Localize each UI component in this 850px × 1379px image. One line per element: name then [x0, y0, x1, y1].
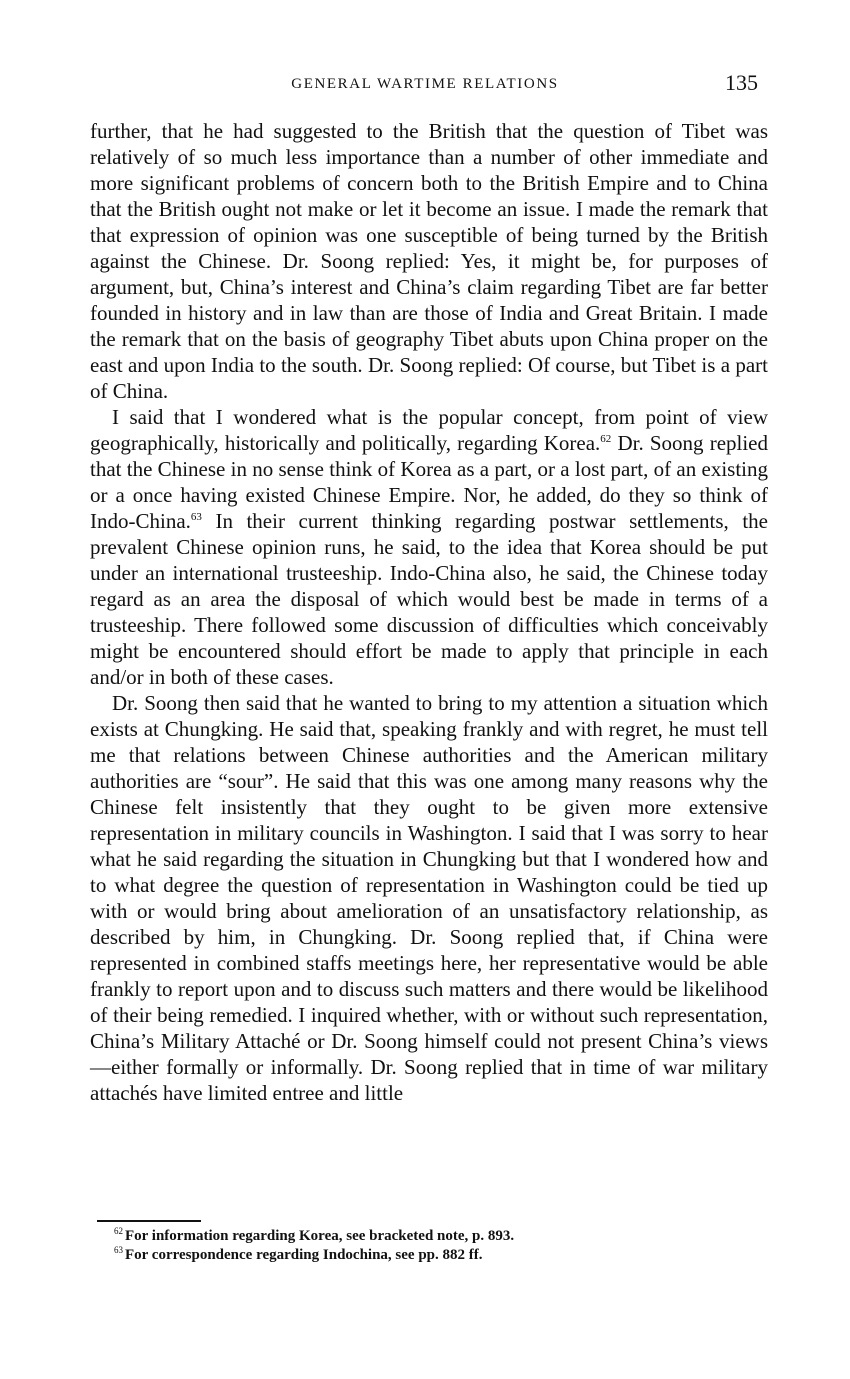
- footnote-marker: 63: [114, 1245, 123, 1255]
- footnote-marker: 62: [114, 1226, 123, 1236]
- footnote-text: For correspondence regarding Indochina, see pp. 882 ff.: [125, 1247, 483, 1263]
- paragraph-korea: [90, 404, 768, 690]
- page-number: 135: [725, 70, 758, 95]
- paragraph-korea-text-c: In their current thinking regarding postwar settlements, the prevalent Chinese opinion runs, he said, to the idea that Korea should be put under an international trusteeship. Indo-China also, he said, the Chinese today regard as an area the disposal of which would best be made in terms of a trusteeship. There followed some discussion of difficulties which conceivably might be encountered should effort be made to apply that principle in each and/or in both of these cases.: [90, 509, 768, 689]
- footnote-ref-63[interactable]: 63: [190, 511, 202, 523]
- running-head: GENERAL WARTIME RELATIONS: [291, 76, 559, 92]
- paragraph-tibet: further, that he had suggested to the British that the question of Tibet was relatively of so much less importance than a number of other immediate and more significant problems of concern both to the British Empire and to China that the British ought not make or let it become an issue. I made the remark that that expression of opinion was one susceptible of being turned by the British against the Chinese. Dr. Soong replied: Yes, it might be, for purposes of argument, but, China’s interest and China’s claim regarding Tibet are far better founded in history and in law than are those of India and Great Britain. I made the remark that on the basis of geography Tibet abuts upon China proper on the east and upon India to the south. Dr. Soong replied: Of course, but Tibet is a part of China.: [90, 119, 768, 403]
- footnote-divider: [97, 1220, 201, 1222]
- footnote-62: [114, 1227, 764, 1246]
- footnote-ref-62[interactable]: 62: [600, 433, 612, 445]
- footnote-text: For information regarding Korea, see bracketed note, p. 893.: [125, 1228, 515, 1244]
- paragraph-korea-text-a: I said that I wondered what is the popular concept, from point of view geographically, historically and politically, regarding Korea.: [90, 405, 768, 455]
- paragraph-korea-text-b: Dr. Soong replied that the Chinese in no sense think of Korea as a part, or a lost part, of an existing or a once having existed Chinese Empire. Nor, he added, do they so think of Indo-China.: [90, 431, 768, 533]
- body-text: [90, 118, 768, 1106]
- paragraph-chungking: Dr. Soong then said that he wanted to bring to my attention a situation which exists at Chungking. He said that, speaking frankly and with regret, he must tell me that relations between Chinese authorities and the American military authorities are “sour”. He said that this was one among many reasons why the Chinese felt insistently that they ought to be given more extensive representation in military councils in Washington. I said that I was sorry to hear what he said regarding the situation in Chungking but that I wondered how and to what degree the question of representation in Washington could be tied up with or would bring about amelioration of an unsatisfactory relationship, as described by him, in Chungking. Dr. Soong replied that, if China were represented in combined staffs meetings here, her representative would be able frankly to report upon and to discuss such matters and there would be likelihood of their being remedied. I inquired whether, with or without such representation, China’s Military Attaché or Dr. Soong himself could not present China’s views—either formally or informally. Dr. Soong replied that in time of war military attachés have limited entree and little: [90, 691, 768, 1105]
- footnotes: [114, 1227, 764, 1265]
- footnote-63: [114, 1246, 764, 1265]
